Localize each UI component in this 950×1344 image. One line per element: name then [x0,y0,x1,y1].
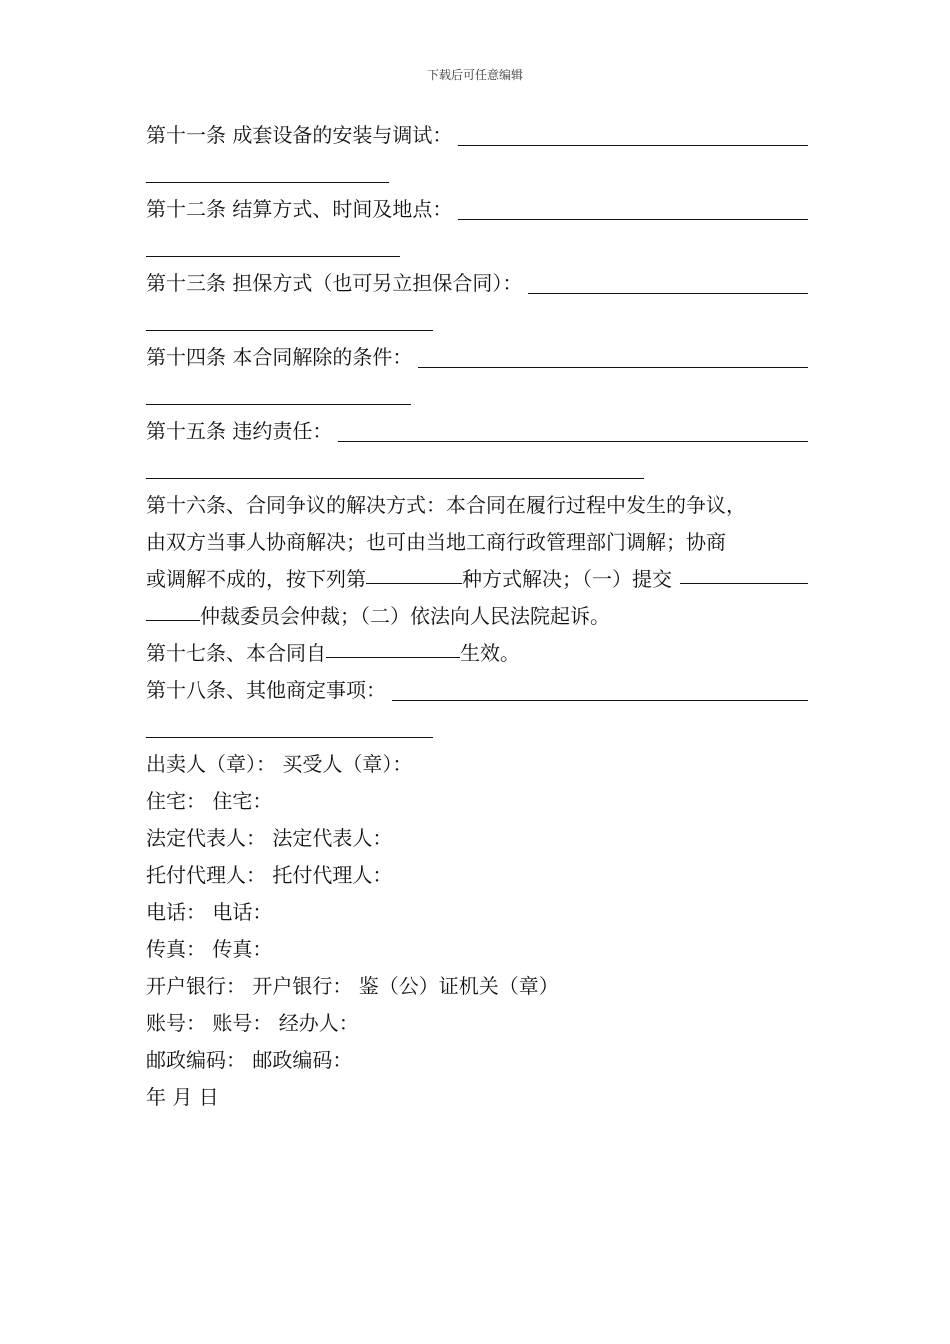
article-15-blank [338,441,808,442]
article-12-blank [458,219,808,220]
signature-block [146,746,808,1116]
contract-body [146,117,808,1116]
article-12-continuation [146,228,808,265]
article-16-arbitration-blank-continued [146,598,200,621]
article-16-line-1: 第十六条、合同争议的解决方式：本合同在履行过程中发生的争议， [146,493,746,517]
article-14 [146,339,808,376]
signature-date: 年 月 日 [146,1085,219,1109]
article-16 [146,487,808,635]
article-14-blank [418,367,808,368]
article-17-text-b: 生效。 [460,641,520,665]
article-17-text-a: 第十七条、本合同自 [146,641,326,665]
article-16-line-2: 由双方当事人协商解决；也可由当地工商行政管理部门调解；协商 [146,530,726,554]
article-15 [146,413,808,450]
signature-legal-rep: 法定代表人： 法定代表人： [146,826,393,850]
article-11-blank [458,145,808,146]
article-17 [146,635,808,672]
article-11-continuation [146,154,808,191]
article-14-blank-continued [146,404,411,405]
article-12-label: 第十二条 结算方式、时间及地点： [146,197,453,221]
article-17-date-blank [326,635,460,658]
article-16-text-b: 种方式解决；（一）提交 [462,567,672,591]
article-12-blank-continued [146,256,400,257]
article-11-blank-continued [146,182,389,183]
article-11 [146,117,808,154]
signature-postcode: 邮政编码： 邮政编码： [146,1048,353,1072]
article-16-line-3 [146,561,808,598]
article-16-line-4 [146,598,808,635]
article-13-continuation [146,302,808,339]
article-15-blank-continued [146,478,644,479]
article-16-text-c: 仲裁委员会仲裁；（二）依法向人民法院起诉。 [200,604,610,628]
signature-phone: 电话： 电话： [146,900,273,924]
article-13 [146,265,808,302]
article-16-text-a: 或调解不成的，按下列第 [146,567,366,591]
article-16-arbitration-blank [680,561,808,584]
signature-parties: 出卖人（章）： 买受人（章）： [146,752,413,776]
article-18-label: 第十八条、其他商定事项： [146,678,386,702]
article-15-label: 第十五条 违约责任： [146,419,333,443]
article-12 [146,191,808,228]
article-18-blank-continued [146,737,433,738]
article-14-continuation [146,376,808,413]
article-18-continuation [146,709,808,746]
article-18-blank [392,700,808,701]
page-header: 下载后可任意编辑 [426,68,523,82]
article-14-label: 第十四条 本合同解除的条件： [146,345,413,369]
signature-fax: 传真： 传真： [146,937,273,961]
article-13-label: 第十三条 担保方式（也可另立担保合同）： [146,271,523,295]
article-15-continuation [146,450,808,487]
article-18 [146,672,808,709]
article-11-label: 第十一条 成套设备的安装与调试： [146,123,453,147]
signature-bank: 开户银行： 开户银行： 鉴（公）证机关（章） [146,974,559,998]
signature-account: 账号： 账号： 经办人： [146,1011,359,1035]
signature-address: 住宅： 住宅： [146,789,273,813]
article-13-blank [528,293,808,294]
article-13-blank-continued [146,330,433,331]
article-16-method-blank [366,561,462,584]
signature-agent: 托付代理人： 托付代理人： [146,863,393,887]
